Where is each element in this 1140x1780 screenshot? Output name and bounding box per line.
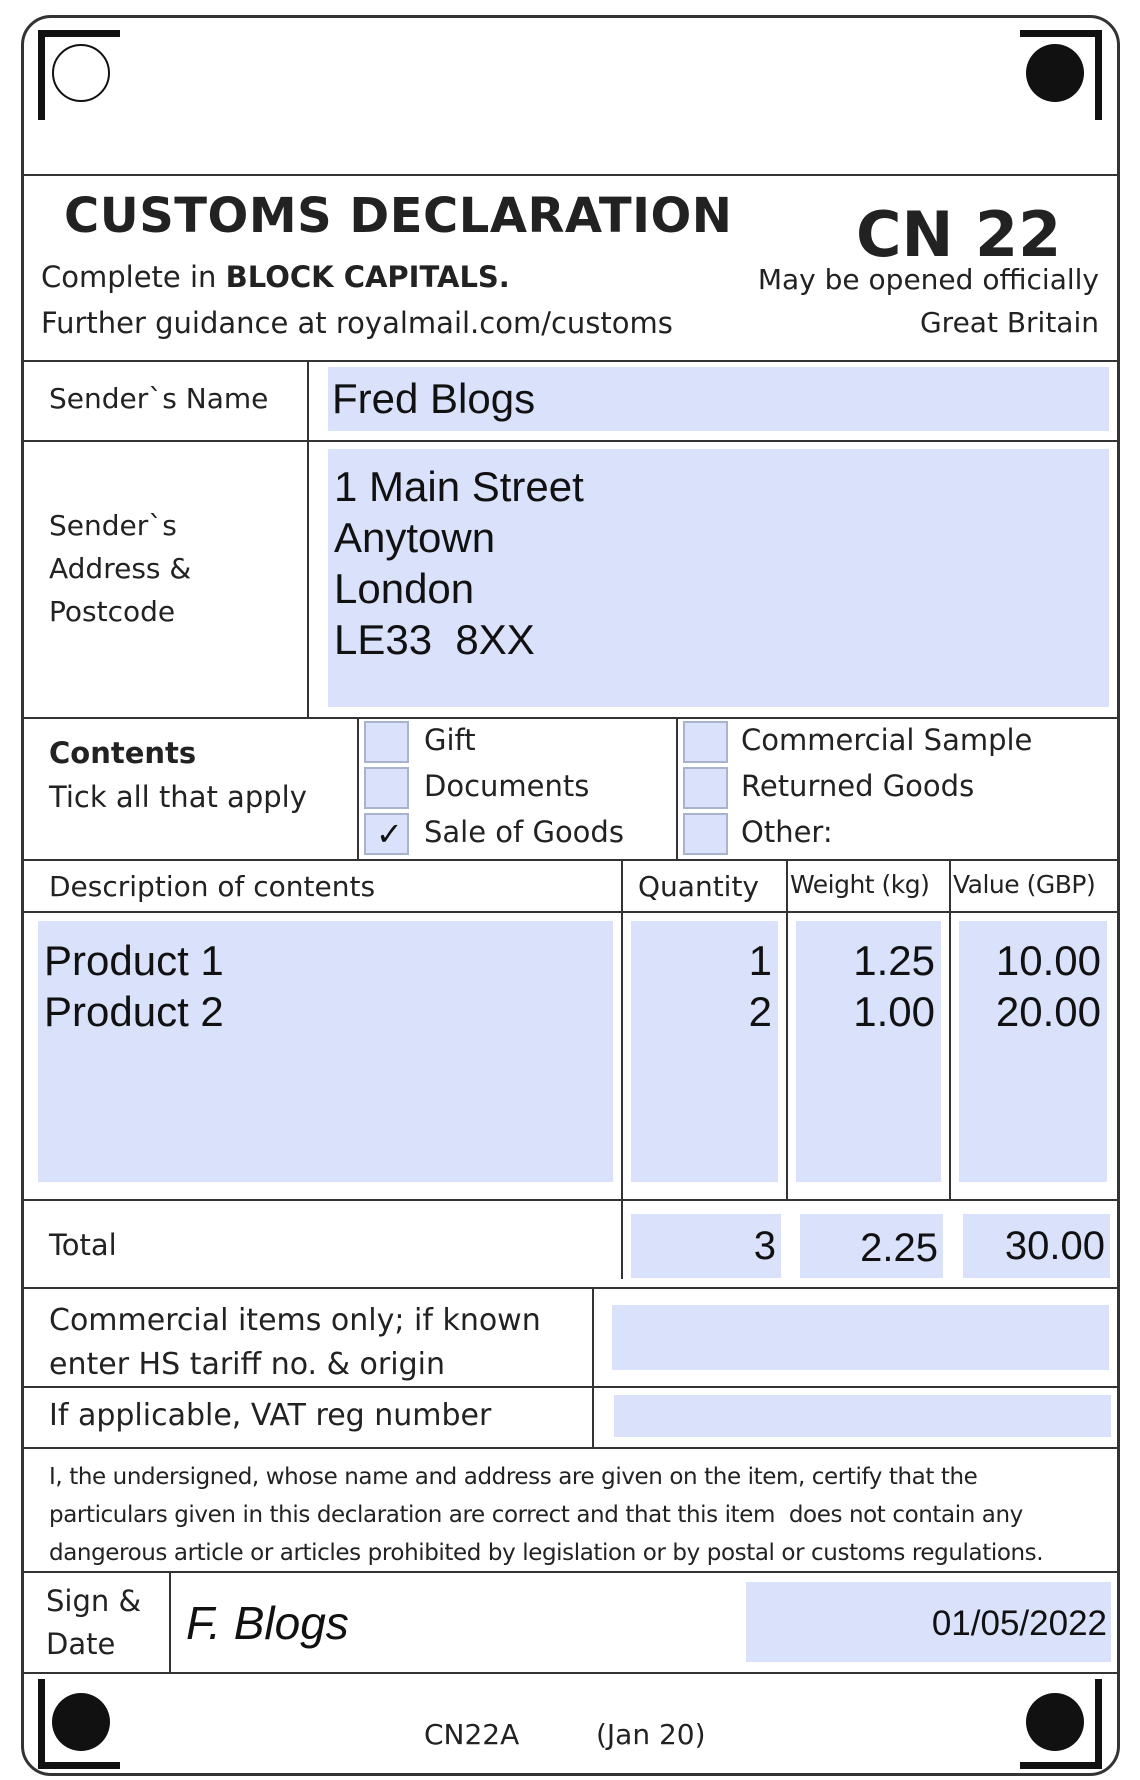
other-label: Other: [741, 815, 833, 849]
sender-name-label: Sender`s Name [49, 382, 269, 415]
commercial-sample-label: Commercial Sample [741, 723, 1033, 757]
date-value: 01/05/2022 [931, 1604, 1107, 1643]
sender-name-field[interactable] [328, 367, 1109, 431]
registration-ring-icon [52, 44, 110, 102]
registration-dot-icon [1026, 44, 1084, 102]
instruction-text: Complete in BLOCK CAPITALS. [41, 260, 510, 294]
description-field[interactable] [38, 921, 613, 1182]
block-capitals-text: BLOCK CAPITALS. [225, 260, 510, 294]
returned-goods-checkbox[interactable] [683, 767, 728, 809]
form-reference: CN22A [424, 1718, 520, 1751]
opened-note: May be opened officially [757, 263, 1099, 296]
sender-address-value: 1 Main Street Anytown London LE33 8XX [334, 463, 584, 663]
total-weight-value: 2.25 [860, 1226, 938, 1270]
tariff-field[interactable] [612, 1305, 1109, 1370]
quantity-header: Quantity [638, 870, 759, 903]
item-weights: 1.25 1.00 [853, 937, 935, 1035]
vat-field[interactable] [614, 1395, 1111, 1437]
contents-heading: Contents [49, 736, 197, 770]
gift-label: Gift [424, 723, 476, 757]
documents-checkbox[interactable] [364, 767, 409, 809]
form-date: (Jan 20) [596, 1718, 706, 1751]
item-values: 10.00 20.00 [995, 937, 1101, 1035]
check-mark-icon: ✓ [376, 815, 403, 853]
form-code: CN 22 [856, 198, 1062, 271]
quantity-field[interactable] [631, 921, 778, 1182]
contents-subheading: Tick all that apply [49, 780, 307, 814]
date-field[interactable] [746, 1582, 1111, 1662]
country-text: Great Britain [919, 306, 1099, 339]
registration-dot-icon [52, 1693, 110, 1751]
registration-dot-icon [1026, 1693, 1084, 1751]
sender-address-field[interactable] [328, 449, 1109, 707]
value-field[interactable] [959, 921, 1107, 1182]
sale-of-goods-checkbox[interactable] [364, 813, 409, 855]
total-quantity-value: 3 [753, 1224, 776, 1268]
gift-checkbox[interactable] [364, 721, 409, 763]
sender-address-label: Sender`s Address & Postcode [49, 509, 192, 628]
signature-value[interactable]: F. Blogs [186, 1597, 349, 1649]
description-header: Description of contents [49, 870, 376, 903]
form-title: CUSTOMS DECLARATION [64, 188, 733, 244]
total-value-value: 30.00 [1004, 1224, 1105, 1268]
weight-field[interactable] [796, 921, 941, 1182]
guidance-text: Further guidance at royalmail.com/customs [41, 306, 673, 340]
sender-name-value: Fred Blogs [332, 375, 536, 422]
total-weight-field[interactable] [800, 1214, 943, 1278]
item-descriptions: Product 1 Product 2 [44, 937, 224, 1035]
commercial-sample-checkbox[interactable] [683, 721, 728, 763]
total-label: Total [49, 1228, 117, 1262]
returned-goods-label: Returned Goods [741, 769, 975, 803]
cn22-form [21, 15, 1120, 1776]
vat-label: If applicable, VAT reg number [49, 1398, 492, 1433]
total-quantity-field[interactable] [631, 1214, 781, 1278]
declaration-text: I, the undersigned, whose name and address are given on the item, certify that the particulars given in this declaration are correct and that this item does not contain any dangerous article or articles prohibited by legislation or by postal or customs regulations. [49, 1464, 1044, 1566]
sign-date-label: Sign & Date [46, 1584, 142, 1661]
other-checkbox[interactable] [683, 813, 728, 855]
sale-of-goods-label: Sale of Goods [424, 815, 624, 849]
weight-header: Weight (kg) [790, 870, 930, 899]
total-value-field[interactable] [963, 1214, 1110, 1278]
tariff-label: Commercial items only; if known enter HS tariff no. & origin [49, 1303, 541, 1382]
documents-label: Documents [424, 769, 590, 803]
item-quantities: 1 2 [748, 937, 772, 1035]
value-header: Value (GBP) [953, 870, 1096, 899]
